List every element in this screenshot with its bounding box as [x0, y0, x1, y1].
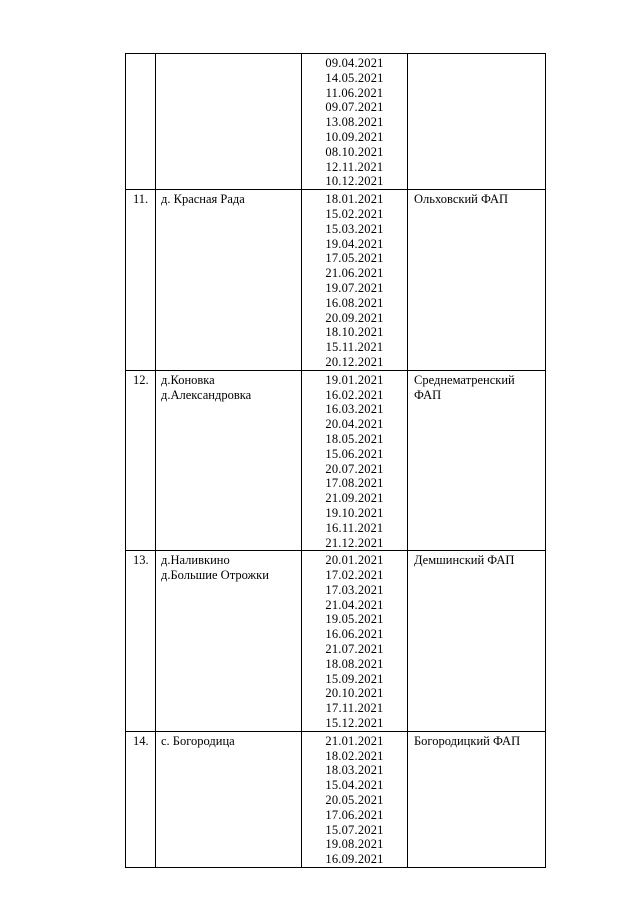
row-number-cell [126, 54, 156, 190]
settlement-cell [156, 731, 302, 867]
visit-date: 19.05.2021 [325, 612, 384, 627]
visit-date: 09.07.2021 [325, 100, 384, 115]
visit-date: 20.09.2021 [325, 310, 384, 325]
visit-date: 17.03.2021 [325, 582, 384, 597]
visit-date: 13.08.2021 [325, 115, 384, 130]
visit-date: 09.04.2021 [325, 56, 384, 70]
row-number-cell [126, 190, 156, 371]
visit-date: 18.02.2021 [325, 748, 384, 763]
visit-date: 15.04.2021 [325, 778, 384, 793]
visit-date: 20.12.2021 [325, 354, 384, 369]
table-row [126, 731, 546, 867]
visit-date: 15.11.2021 [325, 340, 384, 355]
settlement-cell [156, 551, 302, 732]
visit-date: 21.04.2021 [325, 597, 384, 612]
visit-date: 17.02.2021 [325, 568, 384, 583]
fap-cell [408, 54, 546, 190]
visit-date: 20.01.2021 [325, 553, 384, 568]
visit-date: 19.01.2021 [325, 372, 384, 387]
fap-name: Демшинский ФАП [414, 553, 515, 568]
visit-date: 20.05.2021 [325, 793, 384, 808]
visit-date: 17.08.2021 [325, 476, 384, 491]
visit-date: 15.07.2021 [325, 822, 384, 837]
visit-date: 21.09.2021 [325, 491, 384, 506]
visit-date: 18.08.2021 [325, 656, 384, 671]
table-row [126, 551, 546, 732]
settlement-name: д.Коновка [161, 372, 215, 387]
visit-date: 21.06.2021 [325, 266, 384, 281]
visit-dates-cell [302, 551, 408, 732]
visit-date: 08.10.2021 [325, 144, 384, 159]
visit-date: 16.02.2021 [325, 387, 384, 402]
table-row [126, 54, 546, 190]
fap-cell [408, 731, 546, 867]
visit-date: 16.06.2021 [325, 627, 384, 642]
visit-dates-cell [302, 54, 408, 190]
row-number [126, 54, 155, 56]
visit-date: 16.08.2021 [325, 295, 384, 310]
visit-date: 17.11.2021 [325, 701, 384, 716]
visit-date: 18.01.2021 [325, 192, 384, 207]
visit-dates-cell [302, 190, 408, 371]
settlement-name: с. Богородица [161, 733, 235, 748]
fap-cell [408, 190, 546, 371]
settlement-cell [156, 370, 302, 551]
row-number: 11. [133, 192, 149, 207]
visit-date: 16.09.2021 [325, 852, 384, 867]
schedule-table [125, 53, 546, 868]
row-number: 14. [133, 733, 149, 748]
visit-date: 18.05.2021 [325, 431, 384, 446]
settlement-cell [156, 54, 302, 190]
visit-date: 17.05.2021 [325, 251, 384, 266]
visit-dates-cell [302, 731, 408, 867]
visit-date: 15.09.2021 [325, 671, 384, 686]
table-row [126, 370, 546, 551]
visit-date: 10.09.2021 [325, 129, 384, 144]
visit-date: 19.10.2021 [325, 505, 384, 520]
fap-name: Богородицкий ФАП [414, 733, 521, 748]
visit-date: 20.10.2021 [325, 686, 384, 701]
visit-date: 19.04.2021 [325, 236, 384, 251]
schedule-body [126, 54, 546, 868]
settlement-name: д.Александровка [161, 387, 252, 402]
visit-date: 19.07.2021 [325, 280, 384, 295]
row-number: 13. [133, 553, 149, 568]
visit-date: 12.11.2021 [325, 159, 384, 174]
settlement-cell [156, 190, 302, 371]
visit-date: 16.03.2021 [325, 402, 384, 417]
fap-cell [408, 551, 546, 732]
settlement-name: д. Красная Рада [161, 192, 245, 207]
settlement-name: д.Наливкино [161, 553, 230, 568]
visit-date: 17.06.2021 [325, 807, 384, 822]
visit-date: 18.03.2021 [325, 763, 384, 778]
visit-date: 21.12.2021 [325, 535, 384, 550]
visit-dates-cell [302, 370, 408, 551]
row-number-cell [126, 551, 156, 732]
visit-date: 20.04.2021 [325, 417, 384, 432]
fap-name: Среднематренский [414, 372, 515, 387]
visit-date: 20.07.2021 [325, 461, 384, 476]
fap-name: Ольховский ФАП [414, 192, 509, 207]
visit-date: 18.10.2021 [325, 325, 384, 340]
settlement-name: д.Большие Отрожки [161, 568, 269, 583]
row-number-cell [126, 370, 156, 551]
row-number: 12. [133, 372, 149, 387]
visit-date: 10.12.2021 [325, 174, 384, 189]
visit-date: 14.05.2021 [325, 70, 384, 85]
visit-date: 15.03.2021 [325, 221, 384, 236]
visit-date: 19.08.2021 [325, 837, 384, 852]
row-number-cell [126, 731, 156, 867]
visit-date: 11.06.2021 [325, 85, 384, 100]
visit-date: 15.06.2021 [325, 446, 384, 461]
table-row [126, 190, 546, 371]
fap-name: ФАП [414, 387, 442, 402]
visit-date: 21.07.2021 [325, 642, 384, 657]
visit-date: 15.12.2021 [325, 716, 384, 731]
fap-cell [408, 370, 546, 551]
visit-date: 21.01.2021 [325, 733, 384, 748]
visit-date: 15.02.2021 [325, 206, 384, 221]
visit-date: 16.11.2021 [325, 520, 384, 535]
